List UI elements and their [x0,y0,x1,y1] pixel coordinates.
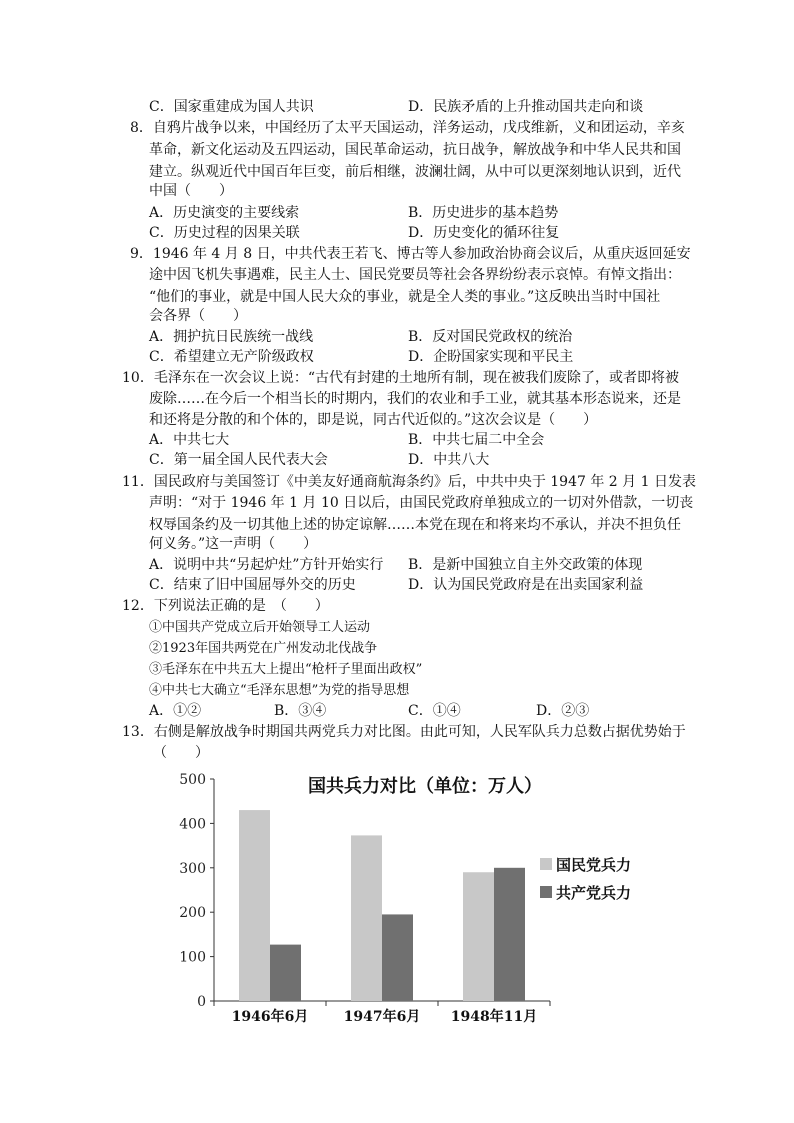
q8-stem-line: 中国（ ） [149,183,233,199]
q11-stem-line: 权辱国条约及一切其他上述的协定谅解……本党在现在和将来均不承认，并决不担负任 [149,517,681,533]
bar-cpc [494,868,525,1001]
q13-stem-line: 13．右侧是解放战争时期国共两党兵力对比图。由此可知，人民军队兵力总数占据优势始于 [122,724,686,740]
q12-option-b: B．③④ [274,703,327,719]
y-tick-label: 500 [179,772,206,788]
q12-item: ①中国共产党成立后开始领导工人运动 [149,620,371,635]
q11-option-d: D．认为国民党政府是在出卖国家利益 [408,577,644,593]
chart-title: 国共兵力对比（单位：万人） [308,776,542,797]
x-tick-label: 1948年11月 [450,1009,538,1025]
chart-svg [150,762,670,1032]
q12-stem: 12．下列说法正确的是 （ ） [122,598,329,614]
q10-stem-line: 10．毛泽东在一次会议上说：“古代有封建的土地所有制，现在被我们废除了，或者即将被 [122,370,679,386]
q8-stem-line: 革命，新文化运动及五四运动，国民革命运动，抗日战争，解放战争和中华人民共和国 [149,142,681,158]
q10-option-d: D．中共八大 [408,452,490,468]
legend-label: 共产党兵力 [556,884,632,902]
y-tick-label: 400 [179,816,206,833]
q10-stem-line: 废除……在今后一个相当长的时期内，我们的农业和手工业，就其基本形态说来，还是 [149,391,681,407]
q11-option-a: A．说明中共“另起炉灶”方针开始实行 [149,557,384,573]
bar-cpc [382,914,413,1001]
q8-stem-line: 建立。纵观近代中国百年巨变，前后相继，波澜壮阔，从中可以更深刻地认识到，近代 [149,164,681,180]
q9-stem-line: 9．1946 年 4 月 8 日，中共代表王若飞、博古等人参加政治协商会议后，从重庆返回延安 [130,246,691,262]
q8-stem-line: 8．自鸦片战争以来，中国经历了太平天国运动，洋务运动，戊戌维新，义和团运动，辛亥 [130,120,685,136]
q11-option-c: C．结束了旧中国屈辱外交的历史 [149,577,356,593]
bar-cpc [270,945,301,1001]
x-tick-label: 1946年6月 [231,1009,309,1025]
q12-item: ②1923年国共两党在广州发动北伐战争 [149,641,378,656]
q8-option-b: B．历史进步的基本趋势 [408,205,559,221]
q10-option-a: A．中共七大 [149,432,230,448]
q9-option-a: A．拥护抗日民族统一战线 [149,329,314,345]
y-tick-label: 200 [179,905,206,922]
q9-option-b: B．反对国民党政权的统治 [408,329,573,345]
q10-option-c: C．第一届全国人民代表大会 [149,452,328,468]
q9-stem-line: 会各界（ ） [149,308,247,324]
y-tick-label: 0 [197,994,206,1010]
bar-kmt [351,835,382,1001]
q10-stem-line: 和还将是分散的和个体的，即是说，同古代近似的。”这次会议是（ ） [149,412,598,428]
legend-swatch [540,858,552,870]
q9-option-d: D．企盼国家实现和平民主 [408,349,574,365]
bar-kmt [239,810,270,1001]
y-tick-label: 300 [179,860,206,877]
q10-option-b: B．中共七届二中全会 [408,432,545,448]
q12-item: ③毛泽东在中共五大上提出“枪杆子里面出政权” [149,662,423,677]
q12-option-a: A．①② [149,703,202,719]
q9-option-c: C．希望建立无产阶级政权 [149,349,314,365]
q11-stem-line: 声明：“对于 1946 年 1 月 10 日以后，由国民党政府单独成立的一切对外借款，一切丧 [149,495,694,511]
q12-option-d: D．②③ [536,703,590,719]
troop-comparison-chart [150,762,670,1032]
q12-item: ④中共七大确立“毛泽东思想”为党的指导思想 [149,683,410,698]
q9-stem-line: 途中因飞机失事遇难，民主人士、国民党要员等社会各界纷纷表示哀悼。有悼文指出： [149,267,681,283]
q8-option-d: D．历史变化的循环往复 [408,225,560,241]
bar-kmt [463,872,494,1001]
q11-option-b: B．是新中国独立自主外交政策的体现 [408,557,643,573]
q11-stem-line: 何义务。”这一声明（ ） [149,536,318,552]
q13-stem-line: （ ） [153,745,209,761]
q7-option-c: C．国家重建成为国人共识 [149,99,314,115]
q12-option-c: C．①④ [408,703,461,719]
q9-stem-line: “他们的事业，就是中国人民大众的事业，就是全人类的事业。”这反映出当时中国社 [149,289,661,305]
legend-label: 国民党兵力 [556,856,632,874]
q8-option-c: C．历史过程的因果关联 [149,225,300,241]
legend-swatch [540,886,552,898]
q11-stem-line: 11．国民政府与美国签订《中美友好通商航海条约》后，中共中央于 1947 年 2 月 1 日发表 [122,474,696,490]
q8-option-a: A．历史演变的主要线索 [149,205,300,221]
q7-option-d: D．民族矛盾的上升推动国共走向和谈 [408,99,644,115]
y-tick-label: 100 [179,949,206,966]
x-tick-label: 1947年6月 [343,1009,421,1025]
